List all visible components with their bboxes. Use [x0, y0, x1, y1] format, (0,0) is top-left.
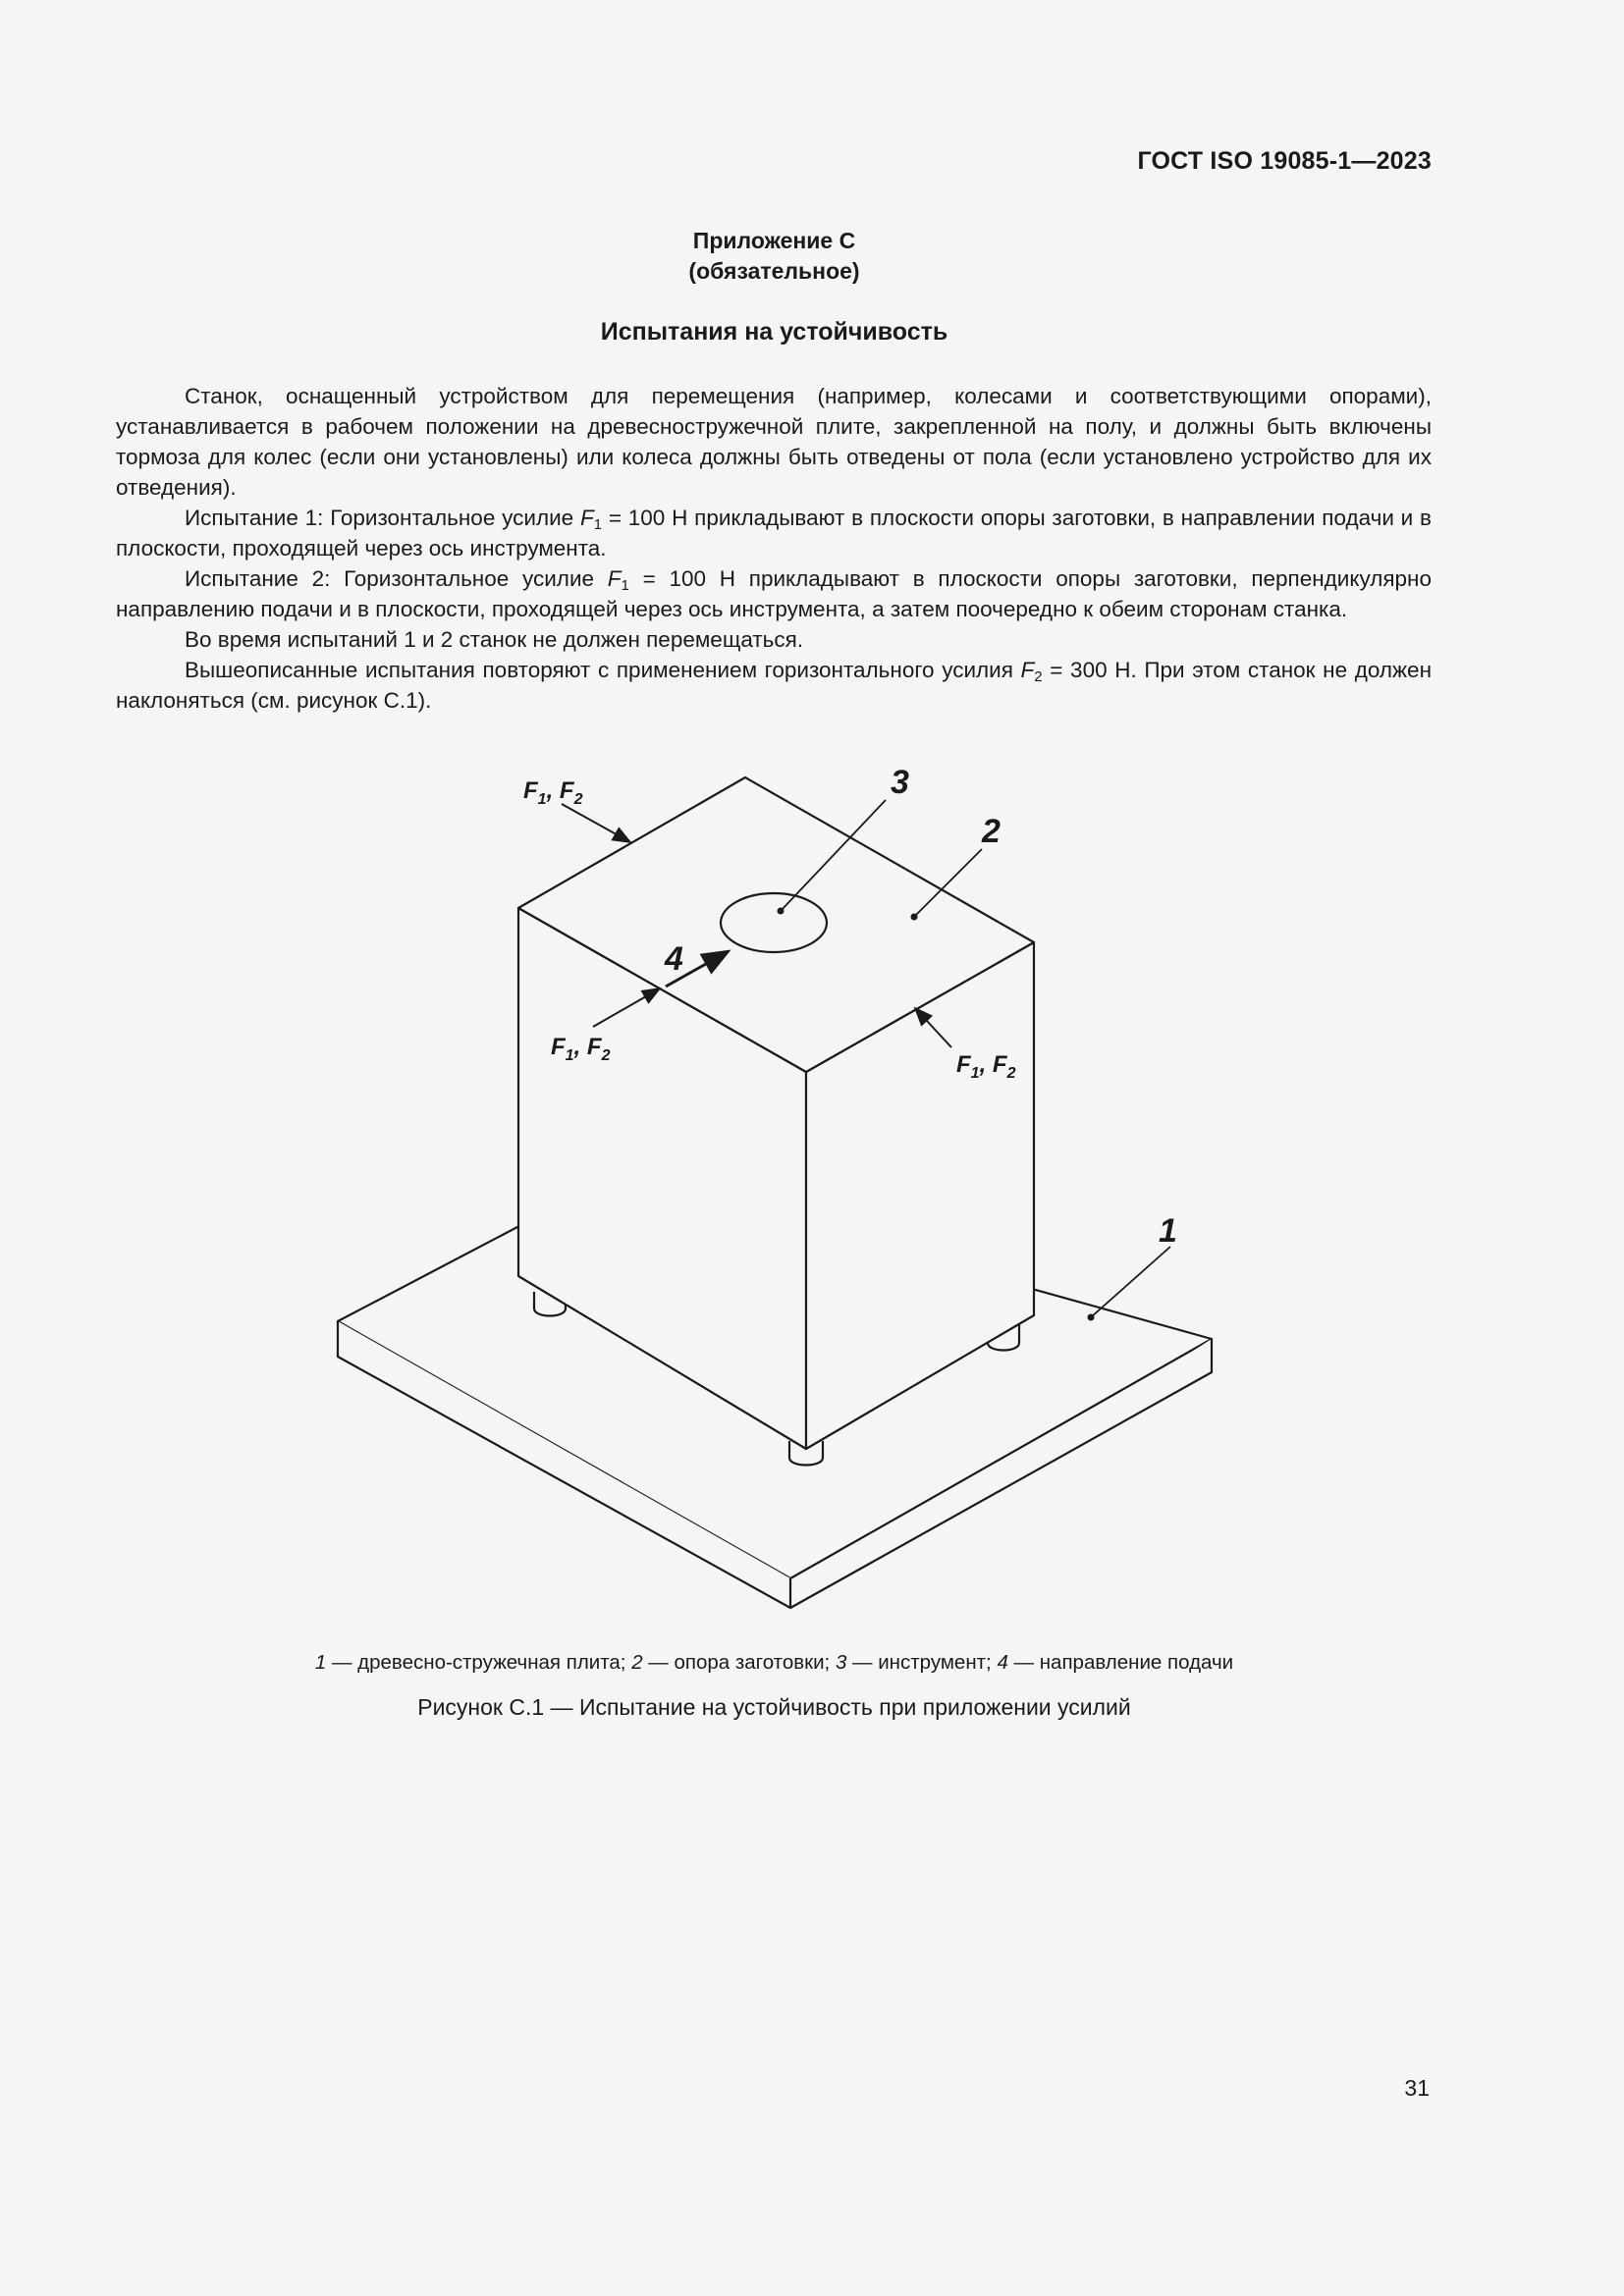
paragraph-5: Вышеописанные испытания повторяют с применением горизонтального усилия $F_2 = 300$ Н. При этом станок не должен наклоняться (см. рисунок С.1).	[116, 658, 1432, 713]
dot-2	[911, 914, 918, 921]
page-number: 31	[1404, 2075, 1430, 2101]
force-symbol: F	[607, 566, 622, 591]
dot-3	[778, 908, 785, 915]
callout-2: 2	[982, 813, 1001, 850]
figure-legend: 1 — древесно-стружечная плита; 2 — опора заготовки; 3 — инструмент; 4 — направление подачи	[314, 1651, 1234, 1674]
paragraph-1: Станок, оснащенный устройством для перемещения (например, колесами и соответствующими опорами), устанавливается в рабочем положении на древесностружечной плите, закрепленной на полу, и должны быть включены тормоза для колес (если они установлены) или колеса должны быть отведены от пола (если установлено устройство для их отведения).	[116, 384, 1432, 500]
force-arrow-top	[562, 804, 630, 842]
force-label-left: $F_1$, $F_2$	[551, 1034, 611, 1064]
section-title: Испытания на устойчивость	[600, 318, 948, 346]
document-standard-header: ГОСТ ISO 19085-1—2023	[1137, 147, 1432, 175]
paragraph-2: Испытание 1: Горизонтальное усилие $F_1 = 100$ Н прикладывают в плоскости опоры заготовки, в направлении подачи и в плоскости, проходящей через ось инструмента.	[116, 506, 1432, 561]
dot-1	[1088, 1314, 1095, 1321]
leader-1	[1091, 1247, 1170, 1317]
force-label-right: $F_1$, $F_2$	[956, 1051, 1016, 1082]
annex-title: Приложение С	[692, 228, 856, 253]
callout-3: 3	[891, 764, 909, 801]
paragraph-3: Испытание 2: Горизонтальное усилие $F_1 = 100$ Н прикладывают в плоскости опоры заготовки, перпендикулярно направлению подачи и в плоскости, проходящей через ось инструмента, а затем поочередно к обеим сторонам станка.	[116, 566, 1432, 621]
body-text	[116, 381, 1432, 716]
force-label-top: $F_1$, $F_2$	[523, 777, 583, 808]
figure-drawing	[314, 756, 1237, 1639]
force-symbol: F	[579, 506, 594, 530]
callout-1: 1	[1159, 1212, 1177, 1250]
force-symbol: F	[1020, 658, 1035, 682]
annex-status: (обязательное)	[688, 258, 860, 284]
paragraph-4: Во время испытаний 1 и 2 станок не должен перемещаться.	[185, 627, 804, 652]
stability-test-figure	[314, 756, 1237, 1639]
callout-4: 4	[665, 940, 683, 978]
annex-heading	[0, 226, 1548, 287]
figure-caption: Рисунок С.1 — Испытание на устойчивость при приложении усилий	[417, 1694, 1131, 1720]
